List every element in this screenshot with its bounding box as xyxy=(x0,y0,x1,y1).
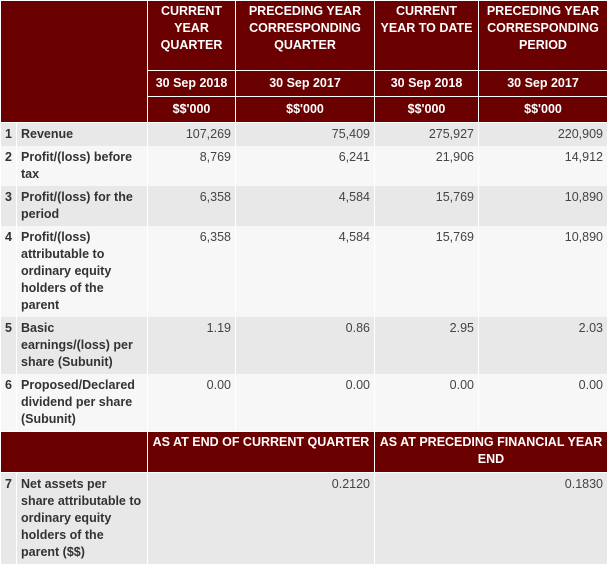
header-current-year-quarter: CURRENT YEAR QUARTER xyxy=(148,1,236,71)
row-value: 15,769 xyxy=(375,186,479,226)
balance-header-corner xyxy=(1,432,148,473)
row-label: Revenue xyxy=(17,123,148,147)
row-value: 0.86 xyxy=(236,317,375,374)
row-label: Profit/(loss) for the period xyxy=(17,186,148,226)
row-value: 1.19 xyxy=(148,317,236,374)
row-value: 2.03 xyxy=(479,317,607,374)
row-label: Net assets per share attributable to ordinary equity holders of the parent ($$) xyxy=(17,473,148,565)
row-value: 0.00 xyxy=(375,374,479,432)
row-label: Profit/(loss) before tax xyxy=(17,146,148,186)
header-as-at-end-of-current-quarter: AS AT END OF CURRENT QUARTER xyxy=(148,432,375,473)
row-number: 3 xyxy=(1,186,17,226)
header-preceding-year-corresponding-period: PRECEDING YEAR CORRESPONDING PERIOD xyxy=(479,1,607,71)
row-value: 6,358 xyxy=(148,186,236,226)
row-number: 1 xyxy=(1,123,17,147)
row-value: 4,584 xyxy=(236,226,375,317)
unit-col4: $$'000 xyxy=(479,97,607,123)
row-label: Profit/(loss) attributable to ordinary equity holders of the parent xyxy=(17,226,148,317)
row-label: Basic earnings/(loss) per share (Subunit) xyxy=(17,317,148,374)
row-value: 0.2120 xyxy=(148,473,375,565)
row-number: 4 xyxy=(1,226,17,317)
row-value: 4,584 xyxy=(236,186,375,226)
row-number: 2 xyxy=(1,146,17,186)
row-value: 0.00 xyxy=(148,374,236,432)
date-col4: 30 Sep 2017 xyxy=(479,71,607,97)
row-value: 10,890 xyxy=(479,186,607,226)
row-value: 10,890 xyxy=(479,226,607,317)
table-row xyxy=(1,186,607,226)
row-value: 0.00 xyxy=(236,374,375,432)
unit-col2: $$'000 xyxy=(236,97,375,123)
row-value: 21,906 xyxy=(375,146,479,186)
row-value: 220,909 xyxy=(479,123,607,147)
row-value: 0.00 xyxy=(479,374,607,432)
row-value: 14,912 xyxy=(479,146,607,186)
row-label: Proposed/Declared dividend per share (Subunit) xyxy=(17,374,148,432)
header-as-at-preceding-financial-year-end: AS AT PRECEDING FINANCIAL YEAR END xyxy=(375,432,607,473)
row-number: 7 xyxy=(1,473,17,565)
row-value: 275,927 xyxy=(375,123,479,147)
row-value: 2.95 xyxy=(375,317,479,374)
row-value: 0.1830 xyxy=(375,473,607,565)
table-row xyxy=(1,123,607,147)
table-row xyxy=(1,226,607,317)
row-number: 5 xyxy=(1,317,17,374)
table-row xyxy=(1,146,607,186)
row-value: 6,241 xyxy=(236,146,375,186)
row-value: 8,769 xyxy=(148,146,236,186)
row-number: 6 xyxy=(1,374,17,432)
row-value: 75,409 xyxy=(236,123,375,147)
table-row xyxy=(1,473,607,565)
date-col3: 30 Sep 2018 xyxy=(375,71,479,97)
row-value: 15,769 xyxy=(375,226,479,317)
date-col1: 30 Sep 2018 xyxy=(148,71,236,97)
header-current-year-to-date: CURRENT YEAR TO DATE xyxy=(375,1,479,71)
unit-col3: $$'000 xyxy=(375,97,479,123)
row-value: 6,358 xyxy=(148,226,236,317)
row-value: 107,269 xyxy=(148,123,236,147)
header-preceding-year-corresponding-quarter: PRECEDING YEAR CORRESPONDING QUARTER xyxy=(236,1,375,71)
date-col2: 30 Sep 2017 xyxy=(236,71,375,97)
header-corner xyxy=(1,1,148,123)
table-row xyxy=(1,317,607,374)
unit-col1: $$'000 xyxy=(148,97,236,123)
table-row xyxy=(1,374,607,432)
